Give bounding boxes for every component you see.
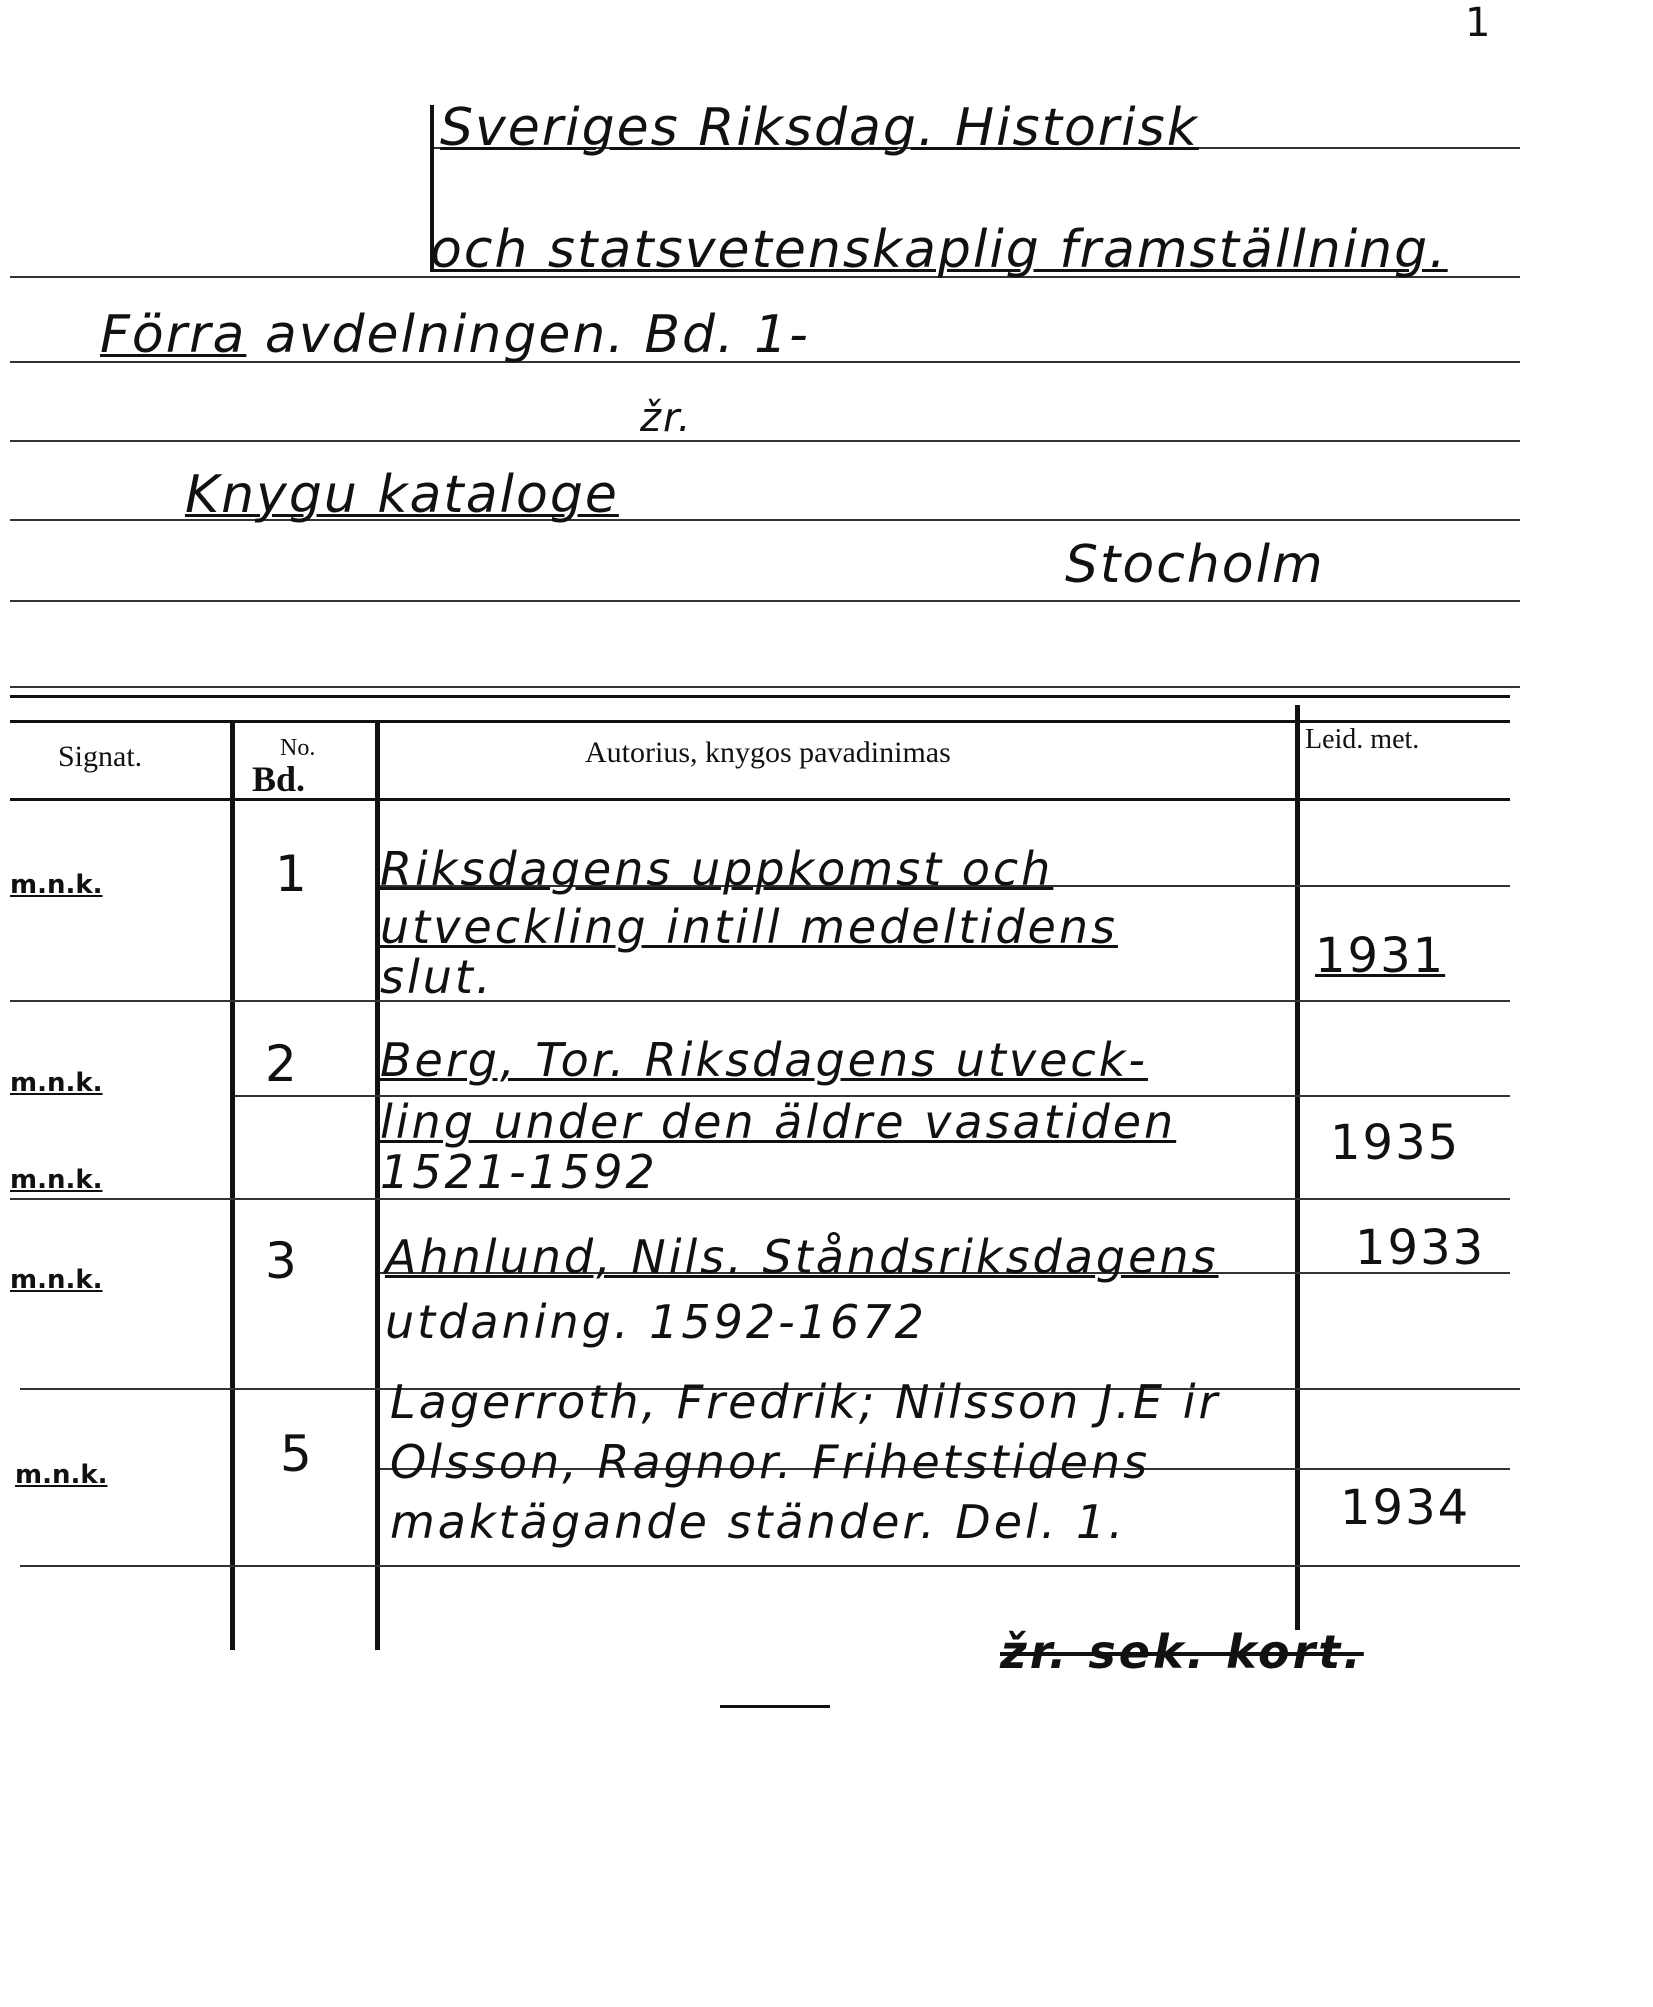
header-no: No. (280, 735, 316, 761)
table-top-rule (10, 695, 1510, 698)
title-line-2: och statsvetenskaplig framställning. (430, 220, 1448, 280)
table-header-rule (10, 798, 1510, 801)
card-rule (10, 440, 1520, 442)
col-divider-title (1295, 705, 1300, 1630)
row-rule (20, 1565, 1520, 1567)
abbr-mark: žr. (640, 395, 693, 441)
card-rule (10, 686, 1520, 688)
table-top-rule-2 (10, 720, 1510, 723)
entry-line: utveckling intill medeltidens (380, 900, 1118, 954)
volume-number: 5 (280, 1425, 312, 1483)
signat-mark: m.n.k. (10, 1165, 103, 1195)
year: 1934 (1340, 1480, 1471, 1536)
header-signat: Signat. (58, 740, 143, 773)
col-divider-signat (230, 720, 235, 1650)
title-line-1: Sveriges Riksdag. Historisk (440, 98, 1199, 158)
signat-mark: m.n.k. (10, 870, 103, 900)
volume-number: 2 (265, 1035, 297, 1093)
year: 1935 (1330, 1115, 1461, 1171)
entry-line: ling under den äldre vasatiden (380, 1095, 1177, 1149)
header-title: Autorius, knygos pavadinimas (585, 736, 951, 769)
volume-number: 1 (275, 845, 307, 903)
header-year: Leid. met. (1305, 724, 1420, 755)
header-bd: Bd. (252, 759, 306, 799)
entry-line: utdaning. 1592-1672 (385, 1295, 927, 1349)
year: 1931 (1315, 928, 1446, 984)
entry-line: Lagerroth, Fredrik; Nilsson J.E ir (390, 1375, 1221, 1429)
year: 1933 (1355, 1220, 1486, 1276)
part-rest: avdelningen. Bd. 1- (264, 305, 810, 365)
signat-mark: m.n.k. (10, 1068, 103, 1098)
row-rule (10, 1000, 1510, 1002)
page-number: 1 (1465, 0, 1493, 46)
signat-mark: m.n.k. (10, 1265, 103, 1295)
row-rule (10, 1198, 1510, 1200)
catalog-label: Knygu kataloge (185, 465, 619, 525)
place: Stocholm (1065, 535, 1325, 595)
footer-dash (720, 1705, 830, 1708)
entry-line: Riksdagens uppkomst och (380, 842, 1054, 896)
part-line (100, 305, 810, 365)
entry-line: slut. (380, 950, 494, 1004)
volume-number: 3 (265, 1232, 297, 1290)
entry-line: Berg, Tor. Riksdagens utveck- (380, 1033, 1148, 1087)
entry-line: maktägande ständer. Del. 1. (390, 1495, 1126, 1549)
part-prefix: Förra (100, 305, 247, 365)
card-rule (10, 600, 1520, 602)
signat-mark: m.n.k. (15, 1460, 108, 1490)
entry-line: Ahnlund, Nils. Ståndsriksdagens (385, 1230, 1219, 1284)
entry-line: 1521-1592 (380, 1145, 658, 1199)
entry-line: Olsson, Ragnor. Frihetstidens (390, 1435, 1151, 1489)
footer-note: žr. sek. kort. (1000, 1625, 1364, 1679)
